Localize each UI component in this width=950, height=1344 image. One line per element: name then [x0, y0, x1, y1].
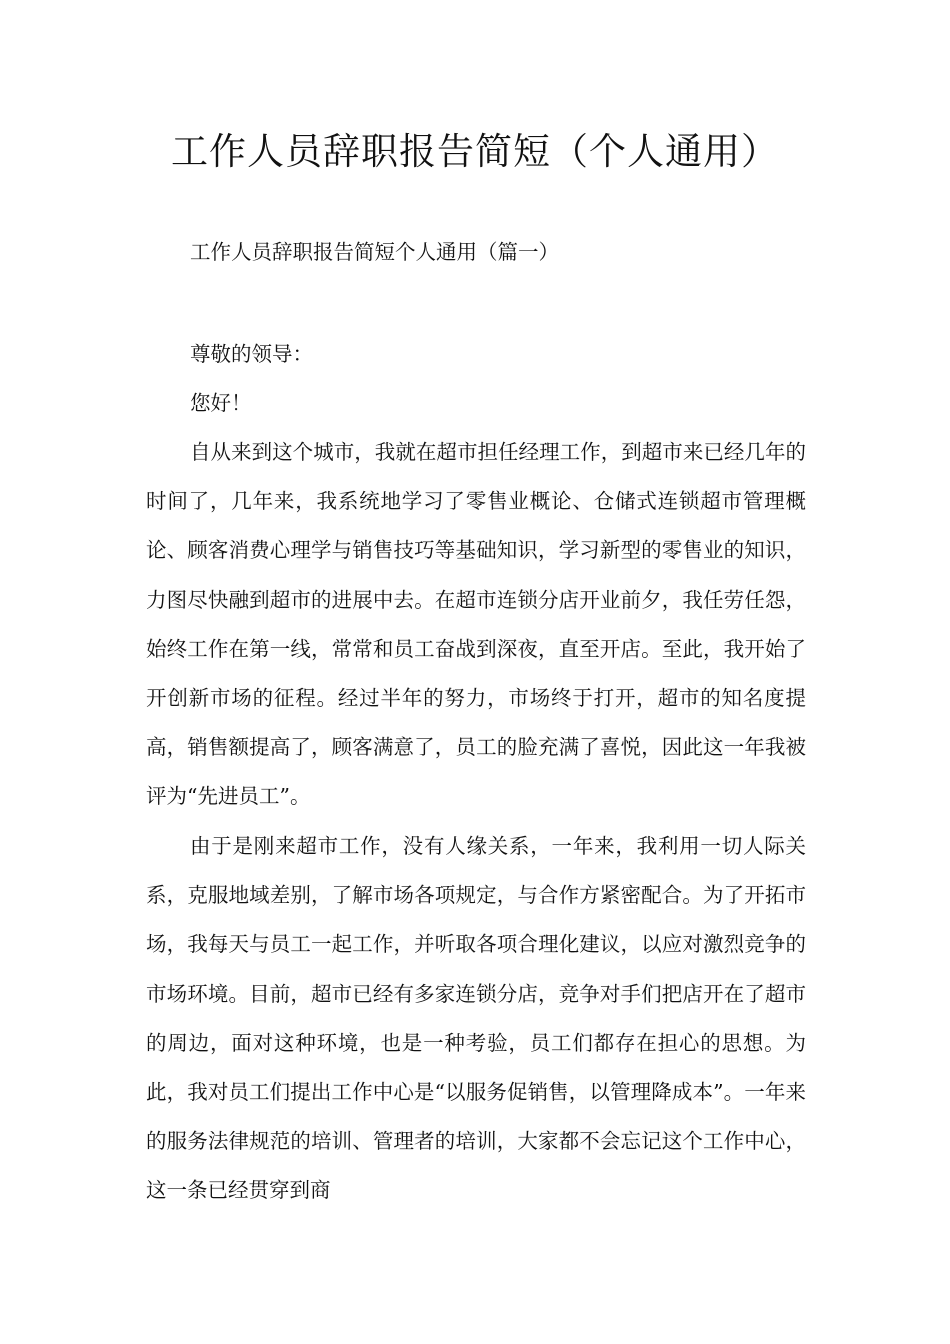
section-subtitle: 工作人员辞职报告简短个人通用（篇一）: [190, 240, 559, 264]
body-paragraph-2: 由于是刚来超市工作，没有人缘关系，一年来，我利用一切人际关系，克服地域差别，了解市场各项规定，与合作方紧密配合。为了开拓市场，我每天与员工一起工作，并听取各项合理化建议，以应对激烈竞争的市场环境。目前，超市已经有多家连锁分店，竞争对手们把店开在了超市的周边，面对这种环境，也是一种考验，员工们都存在担心的思想。为此，我对员工们提出工作中心是“以服务促销售，以管理降成本”。一年来的服务法律规范的培训、管理者的培训，大家都不会忘记这个工作中心，这一条已经贯穿到商: [146, 834, 806, 1203]
document-title: 工作人员辞职报告简短（个人通用）: [171, 130, 779, 173]
body-paragraph-1: 自从来到这个城市，我就在超市担任经理工作，到超市来已经几年的时间了，几年来，我系统地学习了零售业概论、仓储式连锁超市管理概论、顾客消费心理学与销售技巧等基础知识，学习新型的零售业的知识，力图尽快融到超市的进展中去。在超市连锁分店开业前夕，我任劳任怨，始终工作在第一线，常常和员工奋战到深夜，直至开店。至此，我开始了开创新市场的征程。经过半年的努力，市场终于打开，超市的知名度提高，销售额提高了，顾客满意了，员工的脸充满了喜悦，因此这一年我被评为“先进员工”。: [146, 440, 806, 809]
salutation-line: 尊敬的领导：: [190, 342, 313, 366]
greeting-line: 您好！: [190, 391, 252, 415]
